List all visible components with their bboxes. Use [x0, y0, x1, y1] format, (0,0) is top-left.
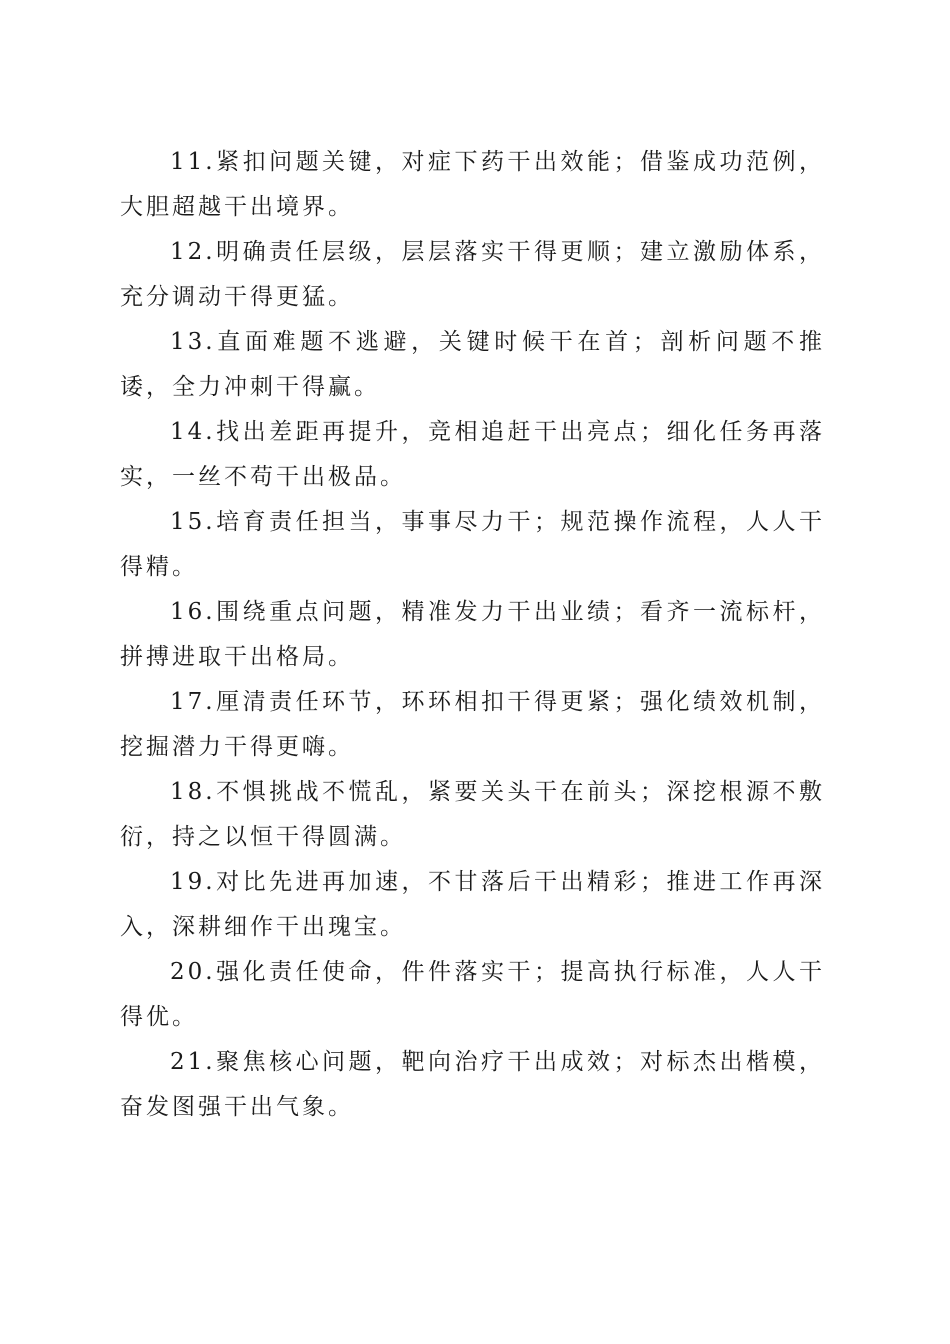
list-item: 11.紧扣问题关键，对症下药干出效能；借鉴成功范例，大胆超越干出境界。 [120, 149, 825, 220]
list-item: 21.聚焦核心问题，靶向治疗干出成效；对标杰出楷模，奋发图强干出气象。 [120, 1049, 825, 1120]
document-body [120, 140, 825, 1130]
list-item: 14.找出差距再提升，竞相追赶干出亮点；细化任务再落实，一丝不苟干出极品。 [120, 419, 825, 490]
list-item: 16.围绕重点问题，精准发力干出业绩；看齐一流标杆，拼搏进取干出格局。 [120, 599, 825, 670]
list-item: 20.强化责任使命，件件落实干；提高执行标准，人人干得优。 [120, 959, 825, 1030]
list-item: 13.直面难题不逃避，关键时候干在首；剖析问题不推诿，全力冲刺干得赢。 [120, 329, 825, 400]
list-item: 18.不惧挑战不慌乱，紧要关头干在前头；深挖根源不敷衍，持之以恒干得圆满。 [120, 779, 825, 850]
list-item: 17.厘清责任环节，环环相扣干得更紧；强化绩效机制，挖掘潜力干得更嗨。 [120, 689, 825, 760]
list-item: 15.培育责任担当，事事尽力干；规范操作流程，人人干得精。 [120, 509, 825, 580]
list-item: 19.对比先进再加速，不甘落后干出精彩；推进工作再深入，深耕细作干出瑰宝。 [120, 869, 825, 940]
list-item: 12.明确责任层级，层层落实干得更顺；建立激励体系，充分调动干得更猛。 [120, 239, 825, 310]
